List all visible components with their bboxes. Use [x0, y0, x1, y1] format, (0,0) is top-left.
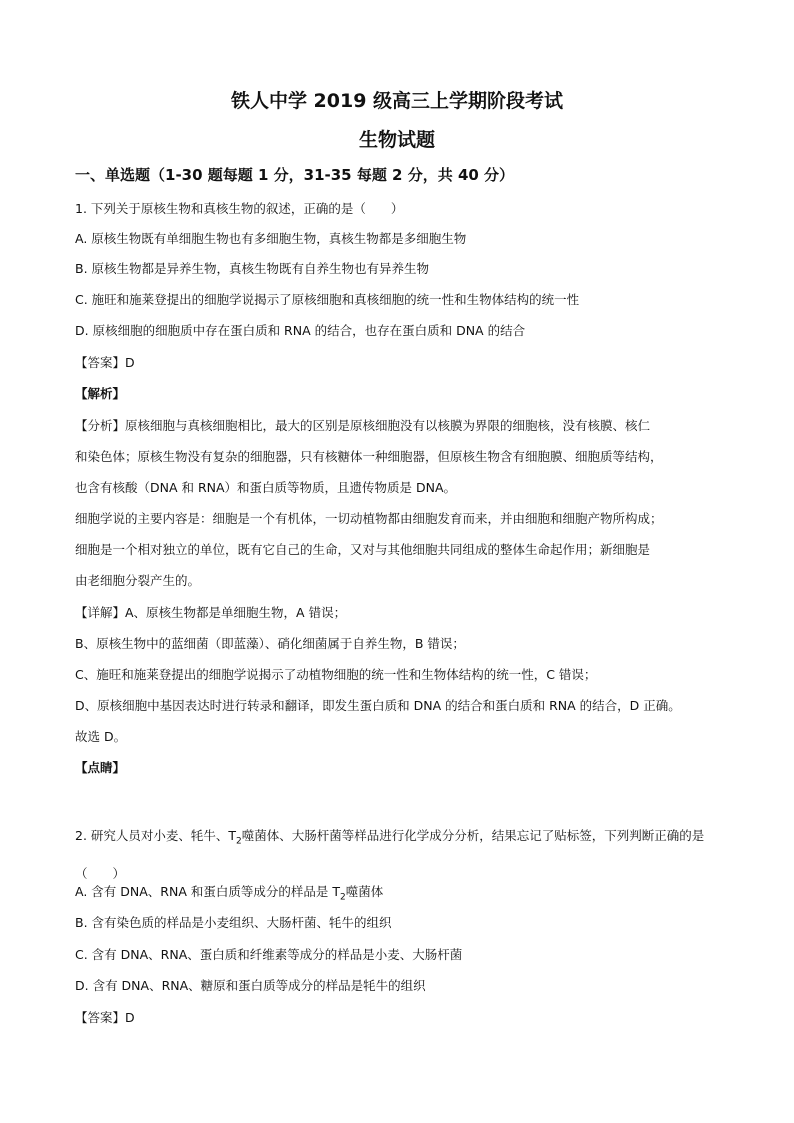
q1-answer: 【答案】D — [75, 355, 135, 370]
exam-title: 铁人中学 2019 级高三上学期阶段考试 — [230, 90, 564, 112]
q1-option-a: A. 原核生物既有单细胞生物也有多细胞生物，真核生物都是多细胞生物 — [75, 231, 467, 246]
q1-analysis-label: 【解析】 — [75, 386, 126, 401]
q2-option-d: D. 含有 DNA、RNA、糖原和蛋白质等成分的样品是牦牛的组织 — [75, 978, 426, 993]
q1-analysis-line: 和染色体；原核生物没有复杂的细胞器，只有核糖体一种细胞器，但原核生物含有细胞膜、细胞质等结构， — [75, 449, 663, 464]
q1-analysis-line: 由老细胞分裂产生的。 — [75, 573, 201, 588]
q1-option-b: B. 原核生物都是异养生物，真核生物既有自养生物也有异养生物 — [75, 261, 430, 276]
q1-option-d: D. 原核细胞的细胞质中存在蛋白质和 RNA 的结合，也存在蛋白质和 DNA 的结合 — [75, 323, 526, 338]
q1-stem: 1. 下列关于原核生物和真核生物的叙述，正确的是（ ） — [75, 201, 404, 216]
q1-analysis-line: 故选 D。 — [75, 729, 127, 744]
q1-analysis-line: C、施旺和施莱登提出的细胞学说揭示了动植物细胞的统一性和生物体结构的统一性，C 错误； — [75, 667, 597, 682]
q2-stem: 2. 研究人员对小麦、牦牛、$T_2$噬菌体、大肠杆菌等样品进行化学成分分析，结果忘记了贴标签，下列判断正确的是（ ） — [75, 828, 705, 881]
exam-subtitle: 生物试题 — [358, 129, 435, 151]
q2-option-a: A. 含有 DNA、RNA 和蛋白质等成分的样品是 $T_2$噬菌体 — [75, 884, 384, 903]
q1-analysis-line: B、原核生物中的蓝细菌（即蓝藻）、硝化细菌属于自养生物，B 错误； — [75, 636, 465, 651]
q1-analysis-line: 【详解】A、原核生物都是单细胞生物，A 错误； — [75, 605, 347, 620]
q1-dianjing: 【点睛】 — [75, 760, 126, 775]
q1-option-c: C. 施旺和施莱登提出的细胞学说揭示了原核细胞和真核细胞的统一性和生物体结构的统一性 — [75, 292, 580, 307]
q1-analysis-line: 【分析】原核细胞与真核细胞相比，最大的区别是原核细胞没有以核膜为界限的细胞核，没有核膜、核仁 — [75, 418, 651, 433]
q1-analysis-line: 也含有核酸（DNA 和 RNA）和蛋白质等物质，且遗传物质是 DNA。 — [75, 480, 457, 495]
q1-analysis-line: 细胞学说的主要内容是：细胞是一个有机体，一切动植物都由细胞发育而来，并由细胞和细胞产物所构成； — [75, 511, 663, 526]
q2-option-c: C. 含有 DNA、RNA、蛋白质和纤维素等成分的样品是小麦、大肠杆菌 — [75, 947, 463, 962]
q1-analysis-line: D、原核细胞中基因表达时进行转录和翻译，即发生蛋白质和 DNA 的结合和蛋白质和 RNA 的结合，D 正确。 — [75, 698, 681, 713]
q1-analysis-line: 细胞是一个相对独立的单位，既有它自己的生命，又对与其他细胞共同组成的整体生命起作用；新细胞是 — [75, 542, 651, 557]
q2-option-b: B. 含有染色质的样品是小麦组织、大肠杆菌、牦牛的组织 — [75, 915, 392, 930]
section-heading: 一、单选题（1-30 题每题 1 分，31-35 每题 2 分，共 40 分） — [75, 166, 515, 184]
q2-answer: 【答案】D — [75, 1010, 135, 1025]
